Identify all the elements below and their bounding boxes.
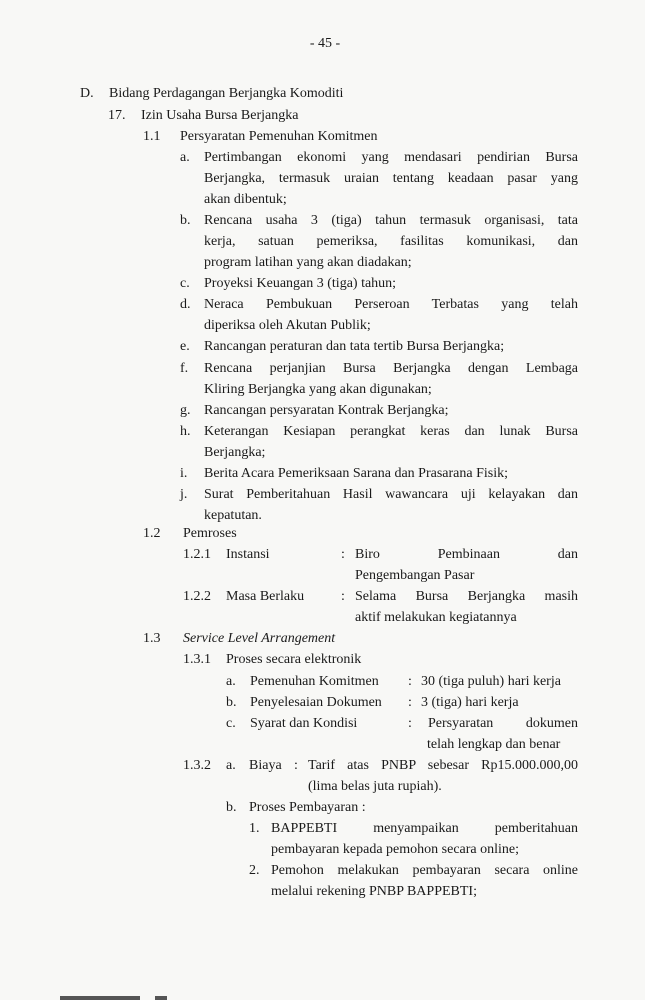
list-line: Berjangka, termasuk uraian tentang keadaan pasar yang <box>204 171 578 186</box>
s11-title: Persyaratan Pemenuhan Komitmen <box>180 129 378 144</box>
list-line: kepatutan. <box>204 508 262 523</box>
list-line: diperiksa oleh Akutan Publik; <box>204 318 371 333</box>
fee-label: Biaya <box>249 758 282 773</box>
s132-number: 1.3.2 <box>183 758 211 773</box>
row-value: aktif melakukan kegiatannya <box>355 610 517 625</box>
list-line: Rencana perjanjian Bursa Berjangka dengan Lembaga <box>204 361 578 376</box>
fee-value: (lima belas juta rupiah). <box>308 779 442 794</box>
page-number: - 45 - <box>309 36 341 51</box>
s13-title: Service Level Arrangement <box>183 631 336 646</box>
row-value: telah lengkap dan benar <box>427 737 561 752</box>
list-marker: c. <box>180 276 190 291</box>
s131-title: Proses secara elektronik <box>226 652 362 667</box>
list-line: Keterangan Kesiapan perangkat keras dan lunak Bursa <box>204 424 578 439</box>
scan-edge-mark <box>155 996 167 1000</box>
scan-edge-mark <box>60 996 140 1000</box>
row-colon: : <box>341 547 345 562</box>
row-label: Pemenuhan Komitmen <box>250 674 379 689</box>
step-line: pembayaran kepada pemohon secara online; <box>271 842 520 857</box>
step-marker: 1. <box>249 821 260 836</box>
s11-number: 1.1 <box>143 129 161 144</box>
list-line: Berita Acara Pemeriksaan Sarana dan Prasarana Fisik; <box>204 466 509 481</box>
list-marker: g. <box>180 403 191 418</box>
item-number: 17. <box>108 108 126 123</box>
row-number: 1.2.1 <box>183 547 211 562</box>
list-line: akan dibentuk; <box>204 192 287 207</box>
row-value: Pengembangan Pasar <box>355 568 475 583</box>
list-line: Surat Pemberitahuan Hasil wawancara uji kelayakan dan <box>204 487 578 502</box>
list-line: program latihan yang akan diadakan; <box>204 255 412 270</box>
list-marker: b. <box>180 213 191 228</box>
list-line: Rencana usaha 3 (tiga) tahun termasuk organisasi, tata <box>204 213 578 228</box>
row-marker: b. <box>226 695 237 710</box>
s12-title: Pemroses <box>183 526 237 541</box>
list-marker: j. <box>180 487 188 502</box>
fee-value: Tarif atas PNBP sebesar Rp15.000.000,00 <box>308 758 578 773</box>
list-line: Proyeksi Keuangan 3 (tiga) tahun; <box>204 276 397 291</box>
row-label: Masa Berlaku <box>226 589 305 604</box>
list-marker: e. <box>180 339 190 354</box>
list-line: Rancangan persyaratan Kontrak Berjangka; <box>204 403 449 418</box>
list-line: Berjangka; <box>204 445 266 460</box>
row-value: Selama Bursa Berjangka masih <box>355 589 578 604</box>
list-marker: d. <box>180 297 191 312</box>
row-label: Syarat dan Kondisi <box>250 716 358 731</box>
fee-marker: a. <box>226 758 236 773</box>
s12-number: 1.2 <box>143 526 161 541</box>
list-line: kerja, satuan pemeriksa, fasilitas komunikasi, dan <box>204 234 578 249</box>
payment-marker: b. <box>226 800 237 815</box>
row-value: 30 (tiga puluh) hari kerja <box>421 674 561 689</box>
row-colon: : <box>341 589 345 604</box>
fee-colon: : <box>294 758 298 773</box>
section-title: Bidang Perdagangan Berjangka Komoditi <box>109 86 344 101</box>
section-marker: D. <box>80 86 94 101</box>
step-marker: 2. <box>249 863 260 878</box>
row-colon: : <box>408 695 412 710</box>
row-value: Biro Pembinaan dan <box>355 547 578 562</box>
row-number: 1.2.2 <box>183 589 211 604</box>
list-line: Kliring Berjangka yang akan digunakan; <box>204 382 432 397</box>
row-value: Persyaratan dokumen <box>428 716 578 731</box>
list-marker: h. <box>180 424 191 439</box>
row-value: 3 (tiga) hari kerja <box>421 695 519 710</box>
list-marker: f. <box>180 361 189 376</box>
list-line: Pertimbangan ekonomi yang mendasari pendirian Bursa <box>204 150 578 165</box>
row-colon: : <box>408 716 412 731</box>
step-line: BAPPEBTI menyampaikan pemberitahuan <box>271 821 578 836</box>
item-title: Izin Usaha Bursa Berjangka <box>141 108 299 123</box>
payment-label: Proses Pembayaran : <box>249 800 366 815</box>
list-marker: a. <box>180 150 190 165</box>
list-marker: i. <box>180 466 188 481</box>
row-marker: a. <box>226 674 236 689</box>
s13-number: 1.3 <box>143 631 161 646</box>
step-line: Pemohon melakukan pembayaran secara online <box>271 863 578 878</box>
list-line: Neraca Pembukuan Perseroan Terbatas yang telah <box>204 297 578 312</box>
step-line: melalui rekening PNBP BAPPEBTI; <box>271 884 477 899</box>
row-label: Penyelesaian Dokumen <box>250 695 382 710</box>
list-line: Rancangan peraturan dan tata tertib Bursa Berjangka; <box>204 339 505 354</box>
row-label: Instansi <box>226 547 270 562</box>
s131-number: 1.3.1 <box>183 652 211 667</box>
row-colon: : <box>408 674 412 689</box>
row-marker: c. <box>226 716 236 731</box>
